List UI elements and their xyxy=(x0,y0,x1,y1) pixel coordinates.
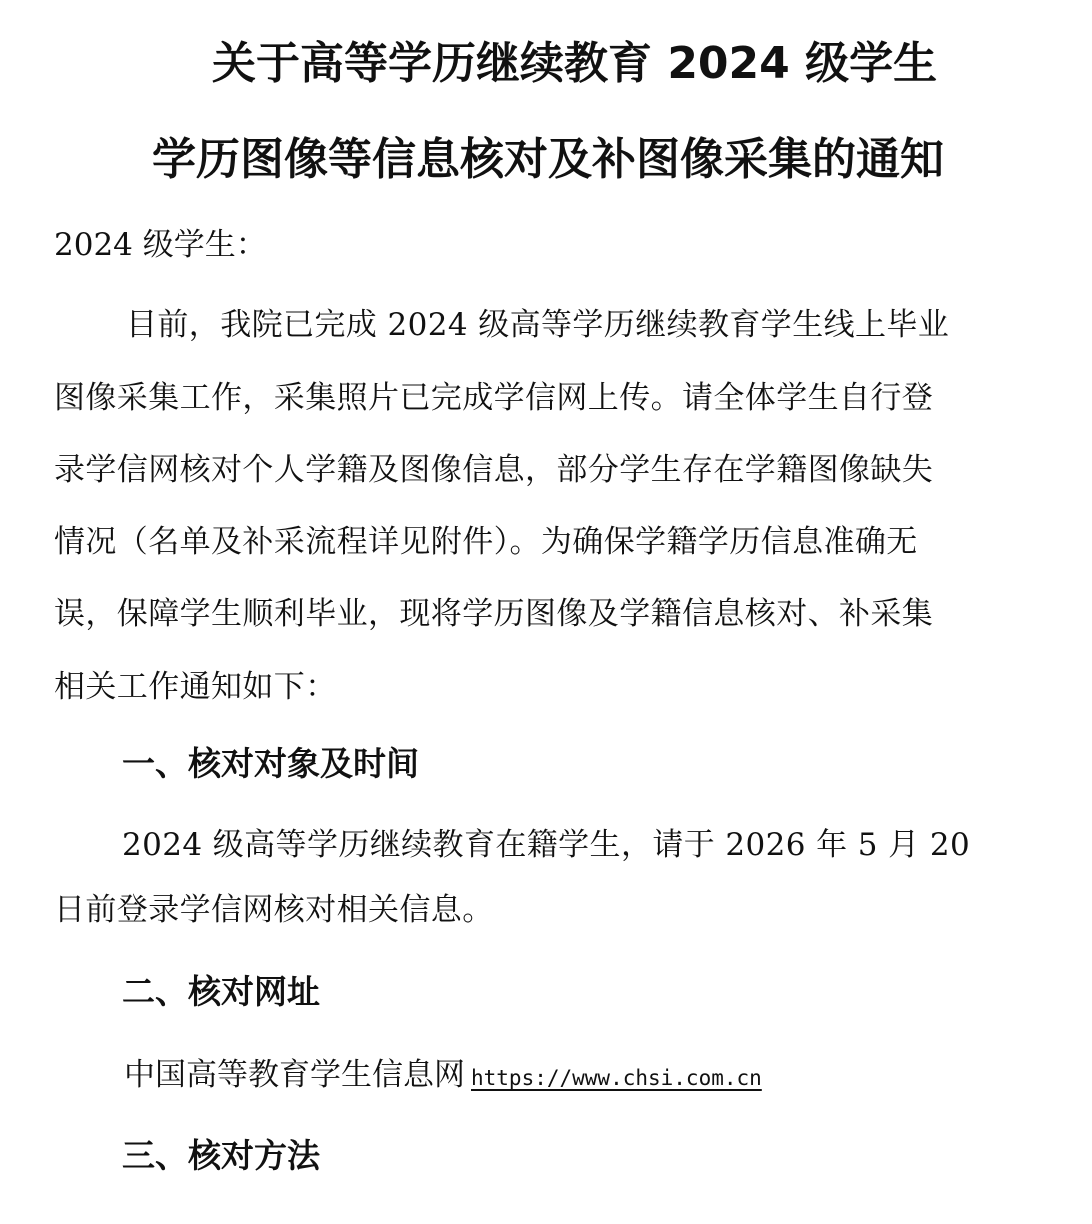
section-heading-3: 三、核对方法 xyxy=(122,1136,320,1175)
section-heading-2: 二、核对网址 xyxy=(122,972,320,1011)
section-heading-1: 一、核对对象及时间 xyxy=(122,744,419,783)
website-link[interactable]: https://www.chsi.com.cn xyxy=(471,1066,762,1090)
document-title-line-2: 学历图像等信息核对及补图像采集的通知 xyxy=(152,134,944,185)
intro-line-5: 误，保障学生顺利毕业，现将学历图像及学籍信息核对、补采集 xyxy=(54,596,934,632)
intro-line-3: 录学信网核对个人学籍及图像信息，部分学生存在学籍图像缺失 xyxy=(54,452,934,488)
intro-line-6: 相关工作通知如下： xyxy=(54,669,337,705)
section-1-line-1: 2024 级高等学历继续教育在籍学生，请于 2026 年 5 月 20 xyxy=(122,827,971,863)
document-title-line-1: 关于高等学历继续教育 2024 级学生 xyxy=(212,38,938,89)
intro-line-2: 图像采集工作，采集照片已完成学信网上传。请全体学生自行登 xyxy=(54,380,934,416)
website-line xyxy=(124,1052,762,1101)
intro-line-1: 目前，我院已完成 2024 级高等学历继续教育学生线上毕业 xyxy=(126,307,950,343)
intro-line-4: 情况（名单及补采流程详见附件）。为确保学籍学历信息准确无 xyxy=(54,524,918,560)
website-name: 中国高等教育学生信息网 xyxy=(124,1057,465,1093)
salutation: 2024 级学生： xyxy=(54,227,267,263)
section-1-line-2: 日前登录学信网核对相关信息。 xyxy=(54,892,494,928)
